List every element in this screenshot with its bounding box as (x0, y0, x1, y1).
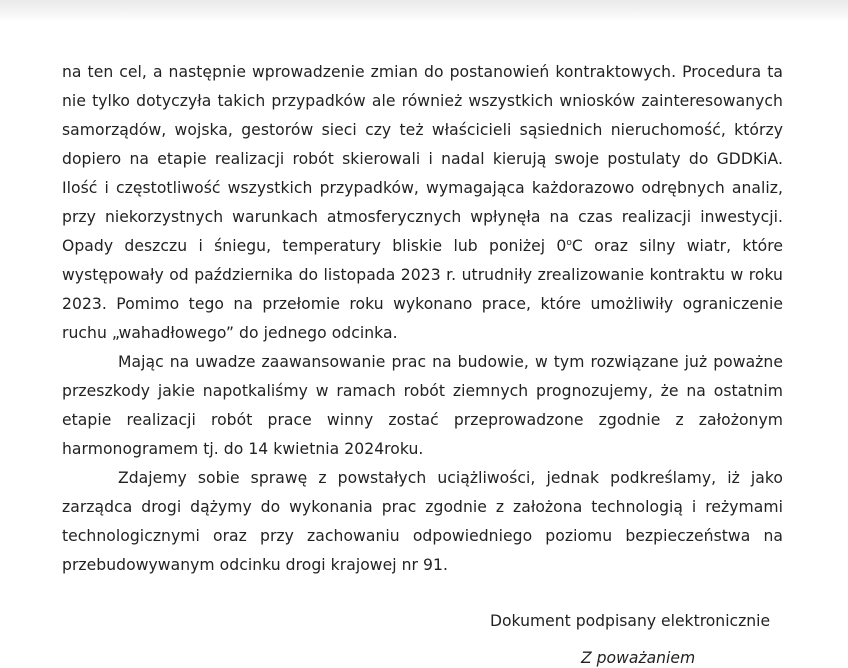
electronic-signature-note: Dokument podpisany elektronicznie (490, 612, 771, 630)
paragraph-2-line-4: harmonogramem tj. do 14 kwietnia 2024roku. (62, 440, 424, 458)
paragraph-2-line-2: przeszkody jakie napotkaliśmy w ramach robót ziemnych prognozujemy, że na ostatnim (62, 382, 783, 400)
paragraph-3-line-2: zarządca drogi dążymy do wykonania prac zgodnie z założona technologią i reżymami (62, 498, 783, 516)
weather-text-end: C oraz silny wiatr, które (571, 237, 784, 255)
paragraph-3-line-4: przebudowywanym odcinku drogi krajowej nr 91. (62, 556, 448, 574)
paragraph-1-line-9: 2023. Pomimo tego na przełomie roku wykonano prace, które umożliwiły ograniczenie (62, 295, 783, 313)
degree-superscript: o (566, 238, 572, 248)
paragraph-3-line-1: Zdajemy sobie sprawę z powstałych uciążliwości, jednak podkreślamy, iż jako (118, 469, 783, 487)
weather-text-start: Opady deszczu i śniegu, temperatury bliskie lub poniżej 0 (62, 237, 567, 255)
paragraph-2-line-1: Mając na uwadze zaawansowanie prac na budowie, w tym rozwiązane już poważne (118, 353, 783, 371)
paragraph-1-line-6: przy niekorzystnych warunkach atmosferycznych wpłynęła na czas realizacji inwestycji. (62, 208, 783, 226)
paragraph-1-line-8: występowały od października do listopada 2023 r. utrudniły zrealizowanie kontraktu w roku (62, 266, 783, 284)
paragraph-1-line-4: dopiero na etapie realizacji robót skierowali i nadal kierują swoje postulaty do GDDKiA. (62, 150, 783, 168)
paragraph-2-line-3: etapie realizacji robót prace winny zostać przeprowadzone zgodnie z założonym (62, 411, 783, 429)
paragraph-1-line-1: na ten cel, a następnie wprowadzenie zmian do postanowień kontraktowych. Procedura ta (62, 63, 783, 81)
closing-salutation: Z poważaniem (581, 649, 696, 667)
paragraph-1-line-2: nie tylko dotyczyła takich przypadków ale również wszystkich wniosków zainteresowanych (62, 92, 783, 110)
paragraph-1-line-3: samorządów, wojska, gestorów sieci czy też właścicieli sąsiednich nieruchomość, którzy (62, 121, 783, 139)
paragraph-1-line-10: ruchu „wahadłowego” do jednego odcinka. (62, 324, 398, 342)
paragraph-1-line-7 (62, 236, 783, 256)
paragraph-1-line-5: Ilość i częstotliwość wszystkich przypadków, wymagająca każdorazowo odrębnych analiz, (62, 179, 783, 197)
paragraph-3-line-3: technologicznymi oraz przy zachowaniu odpowiedniego poziomu bezpieczeństwa na (62, 527, 783, 545)
